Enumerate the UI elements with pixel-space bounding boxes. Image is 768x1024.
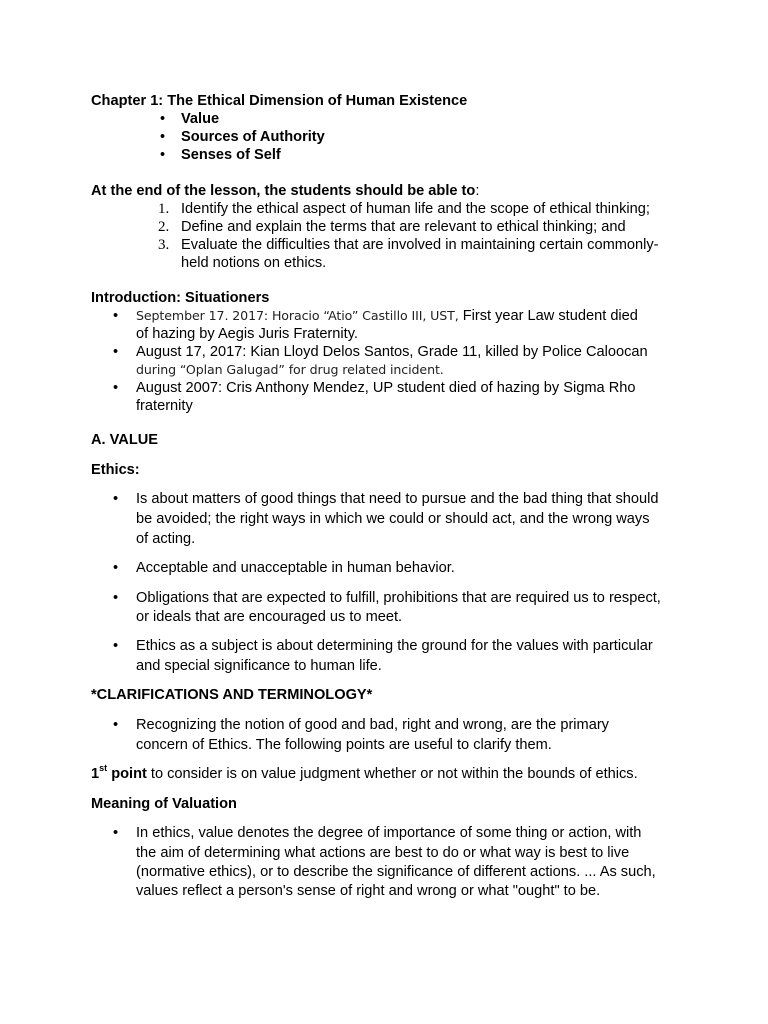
situationer-item: August 17, 2017: Kian Lloyd Delos Santos, Grade 11, killed by Police Caloocan xyxy=(136,344,648,360)
bullet-icon: • xyxy=(160,129,166,145)
situationer-item-continuation: during “Oplan Galugad” for drug related incident. xyxy=(136,362,444,377)
bullet-icon: • xyxy=(113,717,119,733)
chapter-title: Chapter 1: The Ethical Dimension of Human Existence xyxy=(91,93,468,109)
section-heading-value: A. VALUE xyxy=(91,432,159,448)
valuation-item-continuation: (normative ethics), or to describe the significance of different actions. ... As such, xyxy=(136,864,656,880)
valuation-heading: Meaning of Valuation xyxy=(91,796,237,812)
ethics-item: Acceptable and unacceptable in human behavior. xyxy=(136,560,455,576)
clarifications-heading: *CLARIFICATIONS AND TERMINOLOGY* xyxy=(91,687,373,703)
point-number: 1 xyxy=(91,766,100,782)
situationer-item: August 2007: Cris Anthony Mendez, UP student died of hazing by Sigma Rho xyxy=(136,380,636,396)
situationer-item xyxy=(136,307,638,325)
objective-number: 3. xyxy=(158,237,170,253)
bullet-icon: • xyxy=(113,638,119,654)
situationer-item-continuation: of hazing by Aegis Juris Fraternity. xyxy=(136,326,358,342)
ethics-item-continuation: be avoided; the right ways in which we could or should act, and the wrong ways xyxy=(136,511,650,527)
introduction-heading: Introduction: Situationers xyxy=(91,290,270,306)
point-ordinal: st xyxy=(99,763,108,774)
topic-value: Value xyxy=(181,111,220,127)
objectives-heading xyxy=(91,182,479,200)
situationer-lead: September 17. 2017: Horacio “Atio” Castillo III, UST, xyxy=(136,308,459,323)
bullet-icon: • xyxy=(113,380,119,396)
ethics-item: Obligations that are expected to fulfill, prohibitions that are required us to respect, xyxy=(136,590,661,606)
situationer-item-continuation: fraternity xyxy=(136,398,193,414)
bullet-icon: • xyxy=(113,825,119,841)
ethics-heading: Ethics: xyxy=(91,462,140,478)
point-text: to consider is on value judgment whether or not within the bounds of ethics. xyxy=(146,766,638,782)
bullet-icon: • xyxy=(113,344,119,360)
ethics-item: Ethics as a subject is about determining the ground for the values with particular xyxy=(136,638,653,654)
first-point xyxy=(91,765,638,783)
clarification-item: Recognizing the notion of good and bad, right and wrong, are the primary xyxy=(136,717,609,733)
ethics-item: Is about matters of good things that need to pursue and the bad thing that should xyxy=(136,491,659,507)
bullet-icon: • xyxy=(113,590,119,606)
objective-item: Evaluate the difficulties that are involved in maintaining certain commonly- xyxy=(181,237,659,253)
bullet-icon: • xyxy=(113,560,119,576)
valuation-item-continuation: values reflect a person's sense of right and wrong or what "ought" to be. xyxy=(136,883,601,899)
objective-number: 2. xyxy=(158,219,170,235)
ethics-item-continuation: and special significance to human life. xyxy=(136,658,382,674)
topic-sources-of-authority: Sources of Authority xyxy=(181,129,325,145)
objectives-heading-colon: : xyxy=(475,183,480,199)
situationer-rest: First year Law student died xyxy=(458,308,638,324)
topic-senses-of-self: Senses of Self xyxy=(181,147,281,163)
objective-item: Define and explain the terms that are relevant to ethical thinking; and xyxy=(181,219,626,235)
bullet-icon: • xyxy=(113,491,119,507)
valuation-item: In ethics, value denotes the degree of importance of some thing or action, with xyxy=(136,825,642,841)
bullet-icon: • xyxy=(160,111,166,127)
point-word: point xyxy=(107,766,147,782)
ethics-item-continuation: of acting. xyxy=(136,531,196,547)
valuation-item-continuation: the aim of determining what actions are best to do or what way is best to live xyxy=(136,845,630,861)
bullet-icon: • xyxy=(160,147,166,163)
clarification-item-continuation: concern of Ethics. The following points are useful to clarify them. xyxy=(136,737,552,753)
bullet-icon: • xyxy=(113,308,119,324)
ethics-item-continuation: or ideals that are encouraged us to meet. xyxy=(136,609,403,625)
objective-number: 1. xyxy=(158,201,170,217)
objective-item: Identify the ethical aspect of human life and the scope of ethical thinking; xyxy=(181,201,650,217)
objective-item-continuation: held notions on ethics. xyxy=(181,255,327,271)
objectives-heading-text: At the end of the lesson, the students should be able to xyxy=(91,183,476,199)
